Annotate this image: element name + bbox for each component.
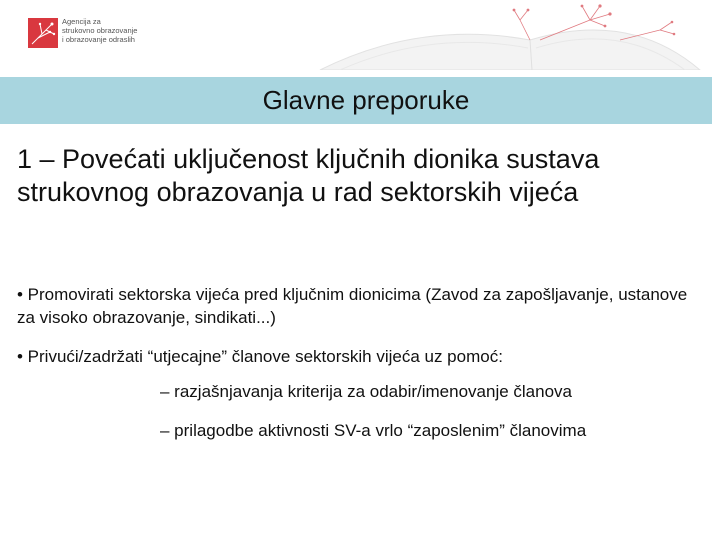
bullet-item: • Privući/zadržati “utjecajne” članove sektorskih vijeća uz pomoć: (17, 347, 503, 366)
logo-line: Agencija za (62, 17, 101, 26)
title-band (0, 77, 712, 124)
header-band (0, 0, 720, 70)
bullet-item: • Promovirati sektorska vijeća pred ključnim dionicima (Zavod za zapošljavanje, ustanove za visoko obrazovanje, sindikati...) (17, 285, 688, 327)
sub-item: – prilagodbe aktivnosti SV-a vrlo “zaposlenim” članovima (160, 421, 587, 440)
slide-title: Glavne preporuke (262, 85, 470, 115)
logo-line: i obrazovanje odraslih (62, 35, 135, 44)
logo-text (62, 17, 172, 44)
logo-line: strukovno obrazovanje (62, 26, 138, 35)
sub-item: – razjašnjavanja kriterija za odabir/imenovanje članova (160, 382, 573, 401)
open-book-illustration (300, 0, 720, 70)
dandelion-logo-icon (28, 18, 58, 48)
slide-heading: 1 – Povećati uključenost ključnih dionika sustava strukovnog obrazovanja u rad sektorskih vijeća (17, 144, 600, 207)
